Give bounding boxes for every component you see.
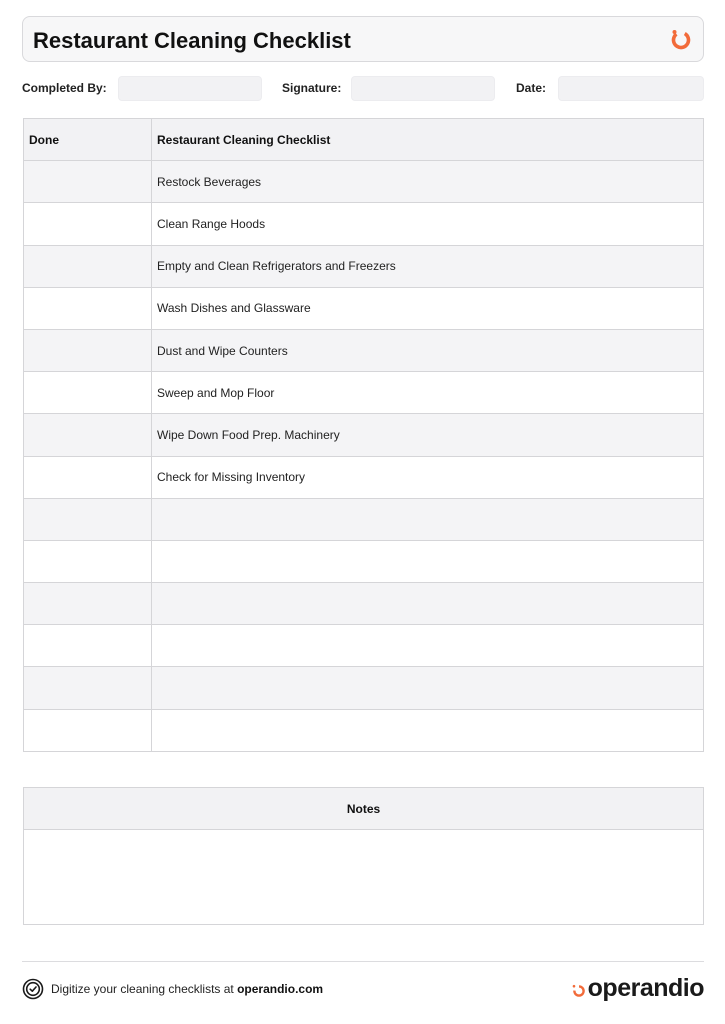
done-cell[interactable] bbox=[24, 161, 152, 203]
table-row bbox=[24, 498, 704, 540]
footer-text bbox=[51, 982, 323, 996]
date-field[interactable] bbox=[558, 76, 704, 101]
table-header-row bbox=[24, 119, 704, 161]
task-cell: Wash Dishes and Glassware bbox=[152, 287, 704, 329]
table-row bbox=[24, 329, 704, 371]
signature-label: Signature: bbox=[282, 81, 342, 95]
table-row bbox=[24, 456, 704, 498]
completed-by-field[interactable] bbox=[118, 76, 262, 101]
task-cell bbox=[152, 498, 704, 540]
task-cell: Check for Missing Inventory bbox=[152, 456, 704, 498]
table-row bbox=[24, 287, 704, 329]
task-cell bbox=[152, 667, 704, 709]
done-cell[interactable] bbox=[24, 709, 152, 751]
table-row bbox=[24, 709, 704, 751]
task-cell bbox=[152, 583, 704, 625]
done-cell[interactable] bbox=[24, 287, 152, 329]
table-row bbox=[24, 667, 704, 709]
table-row bbox=[24, 203, 704, 245]
task-cell: Restock Beverages bbox=[152, 161, 704, 203]
table-row bbox=[24, 245, 704, 287]
done-cell[interactable] bbox=[24, 372, 152, 414]
task-cell: Empty and Clean Refrigerators and Freezers bbox=[152, 245, 704, 287]
done-cell[interactable] bbox=[24, 540, 152, 582]
done-cell[interactable] bbox=[24, 667, 152, 709]
table-row bbox=[24, 414, 704, 456]
signature-field[interactable] bbox=[351, 76, 495, 101]
logo-wordmark: operandio bbox=[587, 973, 704, 1002]
page-title: Restaurant Cleaning Checklist bbox=[33, 28, 351, 53]
task-cell: Sweep and Mop Floor bbox=[152, 372, 704, 414]
table-row bbox=[24, 625, 704, 667]
column-header-done: Done bbox=[24, 119, 152, 161]
task-cell bbox=[152, 709, 704, 751]
notes-heading: Notes bbox=[24, 788, 703, 830]
date-label: Date: bbox=[516, 81, 547, 95]
check-circle-icon bbox=[22, 978, 44, 1000]
footer-promo bbox=[22, 978, 323, 1000]
table-row bbox=[24, 583, 704, 625]
done-cell[interactable] bbox=[24, 625, 152, 667]
checklist-body bbox=[24, 161, 704, 752]
notes-box bbox=[23, 787, 704, 925]
done-cell[interactable] bbox=[24, 414, 152, 456]
task-cell bbox=[152, 625, 704, 667]
table-row bbox=[24, 161, 704, 203]
title-bar bbox=[22, 16, 704, 62]
task-cell: Dust and Wipe Counters bbox=[152, 329, 704, 371]
task-cell bbox=[152, 540, 704, 582]
notes-area[interactable] bbox=[24, 830, 703, 925]
table-row bbox=[24, 540, 704, 582]
meta-row bbox=[22, 76, 704, 101]
column-header-task: Restaurant Cleaning Checklist bbox=[152, 119, 704, 161]
done-cell[interactable] bbox=[24, 498, 152, 540]
checklist-table bbox=[23, 118, 704, 752]
footer-text-prefix: Digitize your cleaning checklists at bbox=[51, 982, 238, 996]
done-cell[interactable] bbox=[24, 329, 152, 371]
operandio-ring-icon bbox=[669, 27, 693, 51]
task-cell: Wipe Down Food Prep. Machinery bbox=[152, 414, 704, 456]
operandio-logo bbox=[572, 973, 704, 1003]
task-cell: Clean Range Hoods bbox=[152, 203, 704, 245]
footer-link[interactable]: operandio.com bbox=[237, 982, 324, 996]
completed-by-label: Completed By: bbox=[22, 81, 107, 95]
done-cell[interactable] bbox=[24, 245, 152, 287]
footer-divider bbox=[22, 961, 704, 962]
done-cell[interactable] bbox=[24, 456, 152, 498]
operandio-ring-icon bbox=[572, 984, 586, 998]
done-cell[interactable] bbox=[24, 203, 152, 245]
table-row bbox=[24, 372, 704, 414]
done-cell[interactable] bbox=[24, 583, 152, 625]
